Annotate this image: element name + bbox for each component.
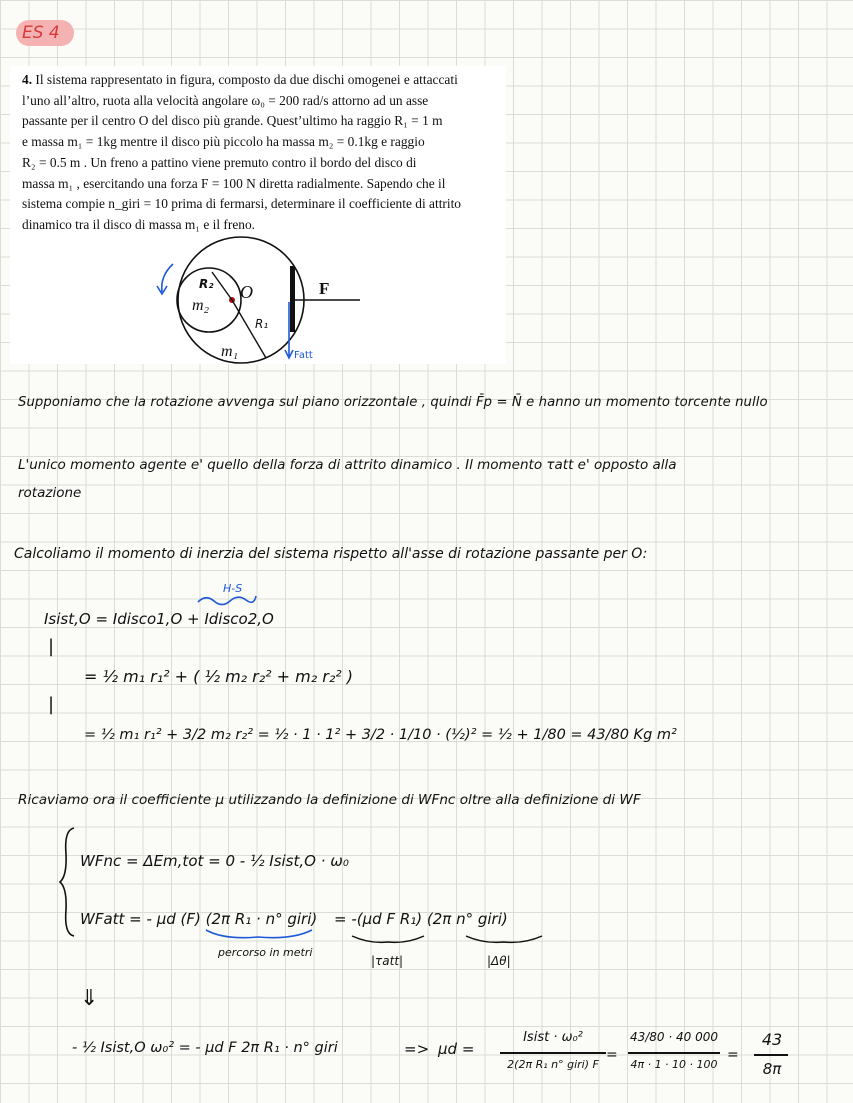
torque-note: |τatt| <box>371 954 404 968</box>
final-arrow: => <box>404 1040 430 1058</box>
implies-arrow: ⇓ <box>80 986 99 1011</box>
fraction-1-numerator: Isist · ω₀² <box>523 1030 583 1045</box>
vertical-bar-1: | <box>48 636 55 657</box>
problem-line-3: passante per il centro O del disco più grande. Quest’ultimo ha raggio R₁ = 1 m <box>22 113 443 129</box>
system-brace <box>58 826 78 938</box>
equals-2: = <box>727 1047 739 1063</box>
label-m2: m₂ <box>192 297 210 314</box>
radius-r2-line <box>212 272 232 300</box>
system-eq-2: WFatt = - μd (F) (2π R₁ · n° giri) <box>80 910 318 928</box>
disk-figure <box>10 66 506 364</box>
angle-brace <box>464 934 544 946</box>
problem-line-2: l’uno all’altro, ruota alla velocità angolare ω₀ = 200 rad/s attorno ad un asse <box>22 92 429 108</box>
system-eq-1: WFnc = ΔEm,tot = 0 - ½ Isist,O · ω₀ <box>80 852 349 870</box>
notes-coefficient-intro: Ricaviamo ora il coefficiente μ utilizzando la definizione di WFnc oltre alla definizione di WF <box>18 792 641 808</box>
distance-note: percorso in metri <box>218 946 313 959</box>
label-fatt: Fatt <box>294 350 313 361</box>
fraction-3-numerator: 43 <box>761 1030 783 1049</box>
inertia-eq-3: = ½ m₁ r₁² + 3/2 m₂ r₂² = ½ · 1 · 1² + 3/2 · 1/10 · (½)² = ½ + 1/80 = 43/80 Kg m² <box>84 727 677 743</box>
notes-line-3: rotazione <box>18 485 82 501</box>
vertical-bar-2: | <box>48 694 55 715</box>
label-r1: R₁ <box>255 317 269 331</box>
problem-statement <box>10 66 506 364</box>
problem-line-1: Il sistema rappresentato in figura, composto da due dischi omogenei e attaccati <box>35 72 458 87</box>
exercise-badge: ES 4 <box>16 20 74 46</box>
system-eq-2b: = -(μd F R₁) (2π n° giri) <box>334 910 508 928</box>
rotation-arrow <box>162 264 173 292</box>
label-m1: m₁ <box>221 343 239 360</box>
inertia-eq-1: Isist,O = Idisco1,O + Idisco2,O <box>44 610 274 628</box>
distance-brace <box>204 928 314 942</box>
fraction-2-numerator: 43/80 · 40 000 <box>629 1030 718 1044</box>
notes-inertia-intro: Calcoliamo il momento di inerzia del sistema rispetto all'asse di rotazione passante per O: <box>14 546 648 562</box>
label-f: F <box>319 279 330 298</box>
problem-line-8: dinamico tra il disco di massa m₁ e il freno. <box>22 216 255 232</box>
fraction-2-bar <box>628 1052 720 1054</box>
notes-line-1: Supponiamo che la rotazione avvenga sul piano orizzontale , quindi F̄p = N̄ e hanno un momento torcente nullo <box>18 395 768 410</box>
inertia-eq-2: = ½ m₁ r₁² + ( ½ m₂ r₂² + m₂ r₂² ) <box>84 667 353 686</box>
fraction-1-bar <box>500 1052 606 1054</box>
torque-brace <box>350 934 426 946</box>
problem-line-6: massa m₁ , esercitando una forza F = 100 N diretta radialmente. Sapendo che il <box>22 175 446 191</box>
problem-number: 4. <box>22 72 33 87</box>
brake-pad <box>290 266 295 332</box>
label-o: O <box>240 282 253 302</box>
problem-line-5: R₂ = 0.5 m . Un freno a pattino viene premuto contro il bordo del disco di <box>22 154 417 170</box>
notes-line-2: L'unico momento agente e' quello della forza di attrito dinamico . Il momento τatt e' opposto alla <box>18 457 677 473</box>
fraction-3-bar <box>754 1054 788 1056</box>
problem-line-7: sistema compie n_giri = 10 prima di fermarsi, determinare il coefficiente di attrito <box>22 196 462 212</box>
mu-label: μd = <box>438 1040 475 1058</box>
equals-1: = <box>606 1047 618 1063</box>
angle-note: |Δθ| <box>487 954 511 968</box>
hs-label: H-S <box>223 582 243 595</box>
fraction-3-denominator: 8π <box>762 1060 782 1078</box>
fraction-1-denominator: 2(2π R₁ n° giri) F <box>507 1058 599 1071</box>
label-r2: R₂ <box>199 277 214 291</box>
final-equation-left: - ½ Isist,O ω₀² = - μd F 2π R₁ · n° giri <box>72 1040 338 1056</box>
fraction-2-denominator: 4π · 1 · 10 · 100 <box>630 1058 718 1071</box>
problem-line-4: e massa m₁ = 1kg mentre il disco più piccolo ha massa m₂ = 0.1kg e raggio <box>22 134 425 150</box>
hs-brace <box>196 592 258 606</box>
